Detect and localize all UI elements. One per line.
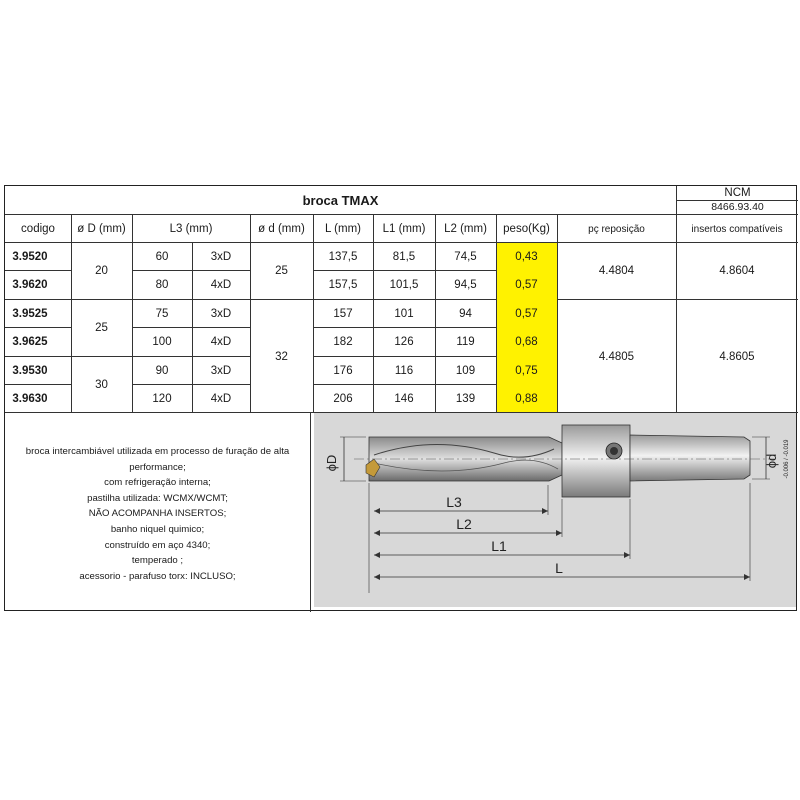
cell-peso: 0,68 bbox=[515, 336, 538, 348]
cell-codigo: 3.9620 bbox=[12, 279, 48, 291]
description-line: construído em aço 4340; bbox=[104, 539, 211, 551]
technical-drawing bbox=[314, 413, 796, 607]
header-D: ø D (mm) bbox=[77, 223, 126, 235]
line-h-r1b bbox=[132, 270, 250, 271]
description-line: com refrigeração interna; bbox=[104, 477, 211, 489]
cell-insertos-group: 4.8605 bbox=[719, 351, 755, 363]
cell-L: 157,5 bbox=[328, 279, 358, 291]
line-h-header bbox=[5, 242, 798, 243]
cell-xD: 4xD bbox=[210, 393, 232, 405]
cell-L3: 60 bbox=[155, 251, 169, 263]
line-h-r3 bbox=[5, 327, 71, 328]
cell-insertos-group: 4.8604 bbox=[719, 265, 755, 277]
header-peso: peso(Kg) bbox=[503, 223, 550, 235]
header-L2: L2 (mm) bbox=[444, 223, 487, 235]
dim-L3-label: L3 bbox=[446, 494, 462, 510]
dim-D-label: ϕD bbox=[324, 454, 339, 472]
cell-L1: 81,5 bbox=[392, 251, 416, 263]
cell-L2: 74,5 bbox=[454, 251, 477, 263]
cell-L2: 94,5 bbox=[454, 279, 477, 291]
cell-peso: 0,57 bbox=[515, 308, 538, 320]
cell-peso: 0,43 bbox=[515, 251, 538, 263]
cell-peso: 0,88 bbox=[515, 393, 538, 405]
header-L3: L3 (mm) bbox=[169, 223, 213, 235]
cell-L: 157 bbox=[333, 308, 353, 320]
cell-L3: 75 bbox=[155, 308, 169, 320]
cell-L1: 116 bbox=[394, 365, 414, 377]
cell-xD: 3xD bbox=[210, 308, 232, 320]
header-pc: pç reposição bbox=[588, 224, 645, 235]
cell-L1: 126 bbox=[394, 336, 414, 348]
line-h-r3b bbox=[132, 327, 250, 328]
cell-d-group: 25 bbox=[275, 265, 288, 277]
cell-L2: 119 bbox=[456, 336, 475, 348]
description-line: performance; bbox=[129, 461, 186, 473]
cell-xD: 3xD bbox=[210, 365, 232, 377]
cell-peso: 0,75 bbox=[515, 365, 538, 377]
description-line: NÃO ACOMPANHA INSERTOS; bbox=[88, 508, 227, 520]
line-v-desc bbox=[310, 412, 311, 612]
ncm-label: NCM bbox=[724, 187, 751, 199]
line-h-r5b bbox=[132, 384, 250, 385]
cell-L3: 90 bbox=[155, 365, 169, 377]
cell-codigo: 3.9625 bbox=[12, 336, 48, 348]
line-v-9 bbox=[557, 214, 558, 412]
cell-L1: 101,5 bbox=[389, 279, 419, 291]
header-L1: L1 (mm) bbox=[382, 223, 426, 235]
line-h-title bbox=[5, 214, 798, 215]
line-h-r2 bbox=[5, 299, 798, 300]
drill-diagram bbox=[314, 413, 796, 607]
cell-L3: 100 bbox=[152, 336, 172, 348]
line-v-ncm bbox=[676, 186, 677, 412]
cell-D-group: 20 bbox=[95, 265, 108, 277]
cell-D-group: 25 bbox=[95, 322, 108, 334]
cell-L: 182 bbox=[333, 336, 353, 348]
product-description bbox=[5, 444, 310, 584]
product-spec-sheet bbox=[4, 185, 797, 611]
cell-xD: 4xD bbox=[210, 336, 232, 348]
cell-codigo: 3.9525 bbox=[12, 308, 48, 320]
header-d: ø d (mm) bbox=[258, 223, 305, 235]
description-line: banho niquel quimico; bbox=[110, 523, 205, 535]
header-insertos: insertos compatíveis bbox=[691, 224, 783, 235]
cell-L: 176 bbox=[333, 365, 353, 377]
line-v-4 bbox=[250, 214, 251, 412]
page-title: broca TMAX bbox=[302, 193, 379, 208]
cell-L2: 94 bbox=[459, 308, 472, 320]
cell-L3: 120 bbox=[152, 393, 172, 405]
cell-xD: 3xD bbox=[210, 251, 232, 263]
cell-pc-group: 4.4805 bbox=[598, 351, 635, 363]
cell-L3: 80 bbox=[155, 279, 169, 291]
cell-L: 206 bbox=[333, 393, 353, 405]
header-L: L (mm) bbox=[325, 223, 361, 235]
description-line: temperado ; bbox=[131, 555, 184, 567]
dim-d-label: ϕd bbox=[764, 453, 779, 469]
dim-L1-label: L1 bbox=[491, 538, 507, 554]
description-line: acessorio - parafuso torx: INCLUSO; bbox=[79, 570, 236, 582]
peso-highlight bbox=[497, 243, 557, 412]
cell-L1: 101 bbox=[394, 308, 414, 320]
cell-xD: 4xD bbox=[210, 279, 232, 291]
cell-peso: 0,57 bbox=[515, 279, 538, 291]
header-codigo: codigo bbox=[21, 223, 55, 235]
dim-L2-label: L2 bbox=[456, 516, 472, 532]
line-v-3 bbox=[192, 242, 193, 412]
ncm-value: 8466.93.40 bbox=[711, 201, 764, 213]
cell-pc-group: 4.4804 bbox=[598, 265, 635, 277]
cell-D-group: 30 bbox=[95, 379, 108, 391]
cell-codigo: 3.9520 bbox=[12, 251, 48, 263]
cell-L1: 146 bbox=[394, 393, 414, 405]
description-line: pastilha utilizada: WCMX/WCMT; bbox=[87, 492, 228, 504]
cell-L2: 109 bbox=[455, 365, 476, 377]
cell-L2: 139 bbox=[455, 393, 476, 405]
cell-d-group: 32 bbox=[275, 351, 288, 363]
dim-d-tolerance: -0.006 / -0.019 bbox=[784, 439, 790, 479]
cell-codigo: 3.9630 bbox=[12, 393, 48, 405]
dim-L-label: L bbox=[555, 560, 563, 576]
description-line: broca intercambiável utilizada em processo de furação de alta bbox=[25, 446, 290, 457]
cell-codigo: 3.9530 bbox=[12, 365, 48, 377]
line-h-r1 bbox=[5, 270, 71, 271]
line-h-r5 bbox=[5, 384, 71, 385]
cell-L: 137,5 bbox=[328, 251, 358, 263]
line-h-r4 bbox=[5, 356, 250, 357]
